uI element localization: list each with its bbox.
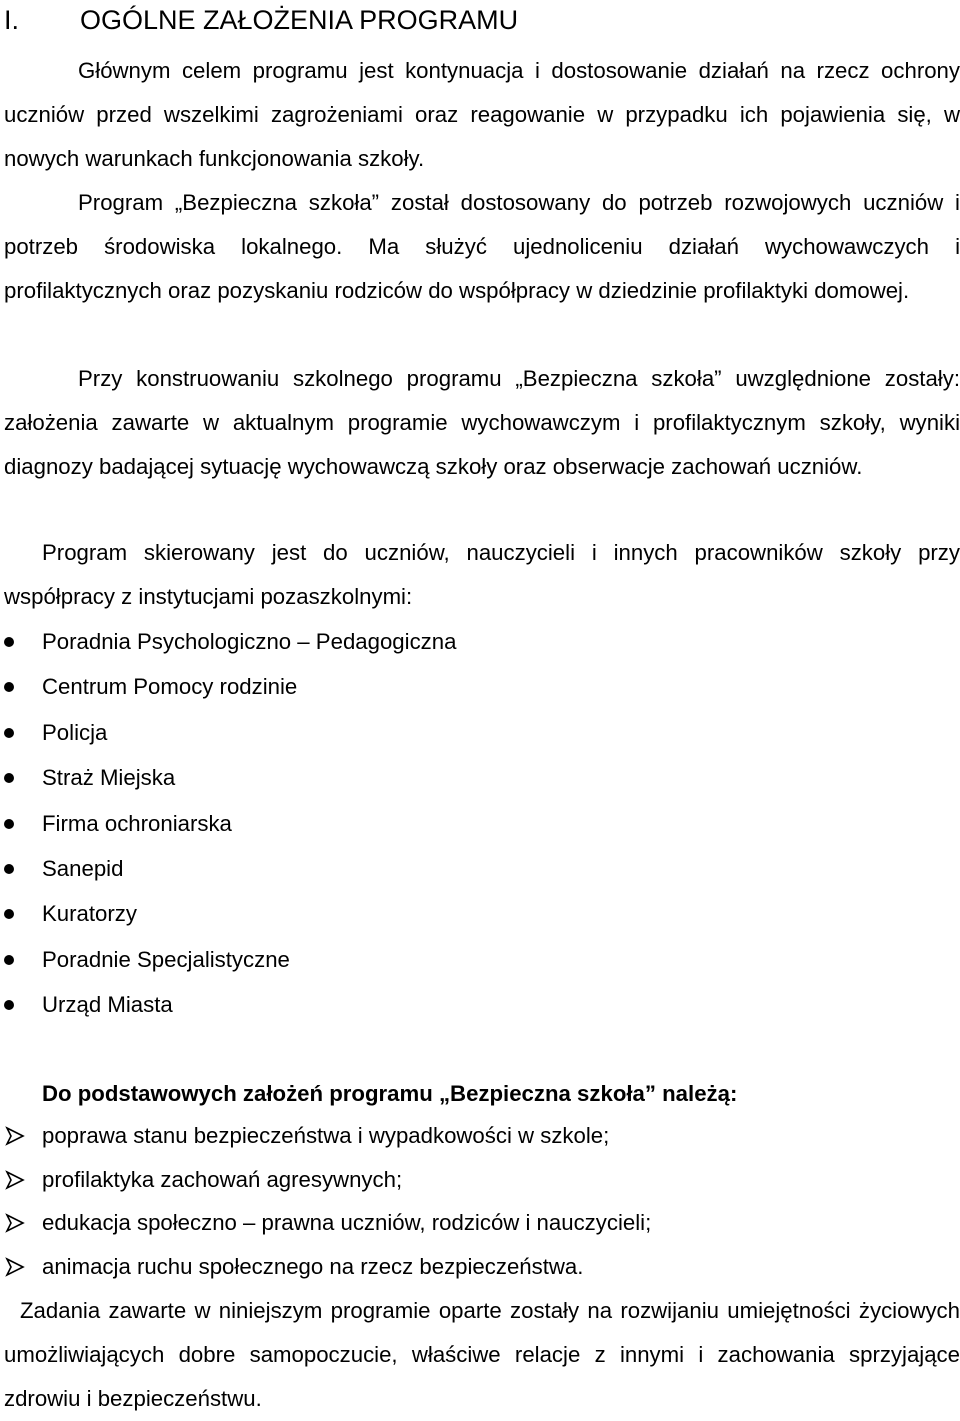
arrow-bullet-icon [4, 1257, 26, 1277]
arrow-bullet-icon [4, 1213, 26, 1233]
arrow-bullet-icon [4, 1126, 26, 1146]
assumptions-heading: Do podstawowych założeń programu „Bezpieczna szkoła” należą: [42, 1081, 738, 1106]
paragraph-target-audience: Program skierowany jest do uczniów, nauczycieli i innych pracowników szkoły przy współpracy z instytucjami pozaszkolnymi: [4, 540, 960, 609]
paragraph-main-goal: Głównym celem programu jest kontynuacja i dostosowanie działań na rzecz ochrony uczniów przed wszelkimi zagrożeniami oraz reagowanie w przypadku ich pojawienia się, w nowych warunkach funkcjonowania szkoły. [4, 58, 960, 171]
paragraph-tasks: Zadania zawarte w niniejszym programie oparte zostały na rozwijaniu umiejętności życiowych umożliwiających dobre samopoczucie, właściwe relacje z innymi i zachowania sprzyjające zdrowiu i bezpieczeństwu. [4, 1298, 960, 1411]
document-page: I. OGÓLNE ZAŁOŻENIA PROGRAMU Głównym celem programu jest kontynuacja i dostosowanie działań na rzecz ochrony uczniów przed wszelkimi zagrożeniami oraz reagowanie w przypadku ich pojawienia się, w nowych warunkach funkcjonowania szkoły. Program „Bezpieczna szkoła” został dostosowany do potrzeb rozwojowych uczniów i potrzeb środowiska lokalnego. Ma służyć ujednoliceniu działań wychowawczych i profilaktycznych oraz pozyskaniu rodziców do współpracy w dziedzinie profilaktyki domowej. Przy konstruowaniu szkolnego programu „Bezpieczna szkoła” uwzględnione zostały: założenia zawarte w aktualnym programie wychowawczym i profilaktycznym szkoły, wyniki diagnozy badającej sytuację wychowawczą szkoły oraz obserwacje zachowań uczniów. Program skierowany jest do uczniów, nauczycieli i innych pracowników szkoły przy współpracy z instytucjami pozaszkolnymi: Poradnia Psychologiczno – Pedagogiczna Centrum Pomocy rodzinie Policja Straż Miejska Firma ochroniarska Sanepid Kuratorzy Poradnie Specjalistyczne Urząd Miasta Do podstawowych założeń programu „Bezpieczna szkoła” należą: poprawa stanu bezpieczeństwa i wypadkowości w szkole; profilaktyka zachowań agresywnych; edukacja społeczno – prawna uczniów, rodziców i nauczycieli; animacja ruchu społecznego na rzecz bezpieczeństwa. Zadania zawarte w niniejszym programie oparte zostały na rozwijaniu umiejętności życiowych umożliwiających dobre samopoczucie, właściwe relacje z innymi i zachowania sprzyjające zdrowiu i bezpieczeństwu. [0, 0, 960, 1414]
bullet-icon [4, 819, 14, 829]
bullet-icon [4, 864, 14, 874]
section-number: I. [4, 5, 20, 35]
arrow-bullet-icon [4, 1170, 26, 1190]
bullet-icon [4, 637, 14, 647]
bullet-icon [4, 773, 14, 783]
bullet-icon [4, 955, 14, 965]
bullet-icon [4, 682, 14, 692]
section-title: OGÓLNE ZAŁOŻENIA PROGRAMU [80, 5, 519, 35]
section-heading [4, 3, 518, 37]
bullet-icon [4, 1000, 14, 1010]
paragraph-program-construction: Przy konstruowaniu szkolnego programu „Bezpieczna szkoła” uwzględnione zostały: założenia zawarte w aktualnym programie wychowawczym i profilaktycznym szkoły, wyniki diagnozy badającej sytuację wychowawczą szkoły oraz obserwacje zachowań uczniów. [4, 366, 960, 479]
bullet-icon [4, 728, 14, 738]
paragraph-program-adaptation: Program „Bezpieczna szkoła” został dostosowany do potrzeb rozwojowych uczniów i potrzeb środowiska lokalnego. Ma służyć ujednoliceniu działań wychowawczych i profilaktycznych oraz pozyskaniu rodziców do współpracy w dziedzinie profilaktyki domowej. [4, 190, 960, 303]
bullet-icon [4, 909, 14, 919]
